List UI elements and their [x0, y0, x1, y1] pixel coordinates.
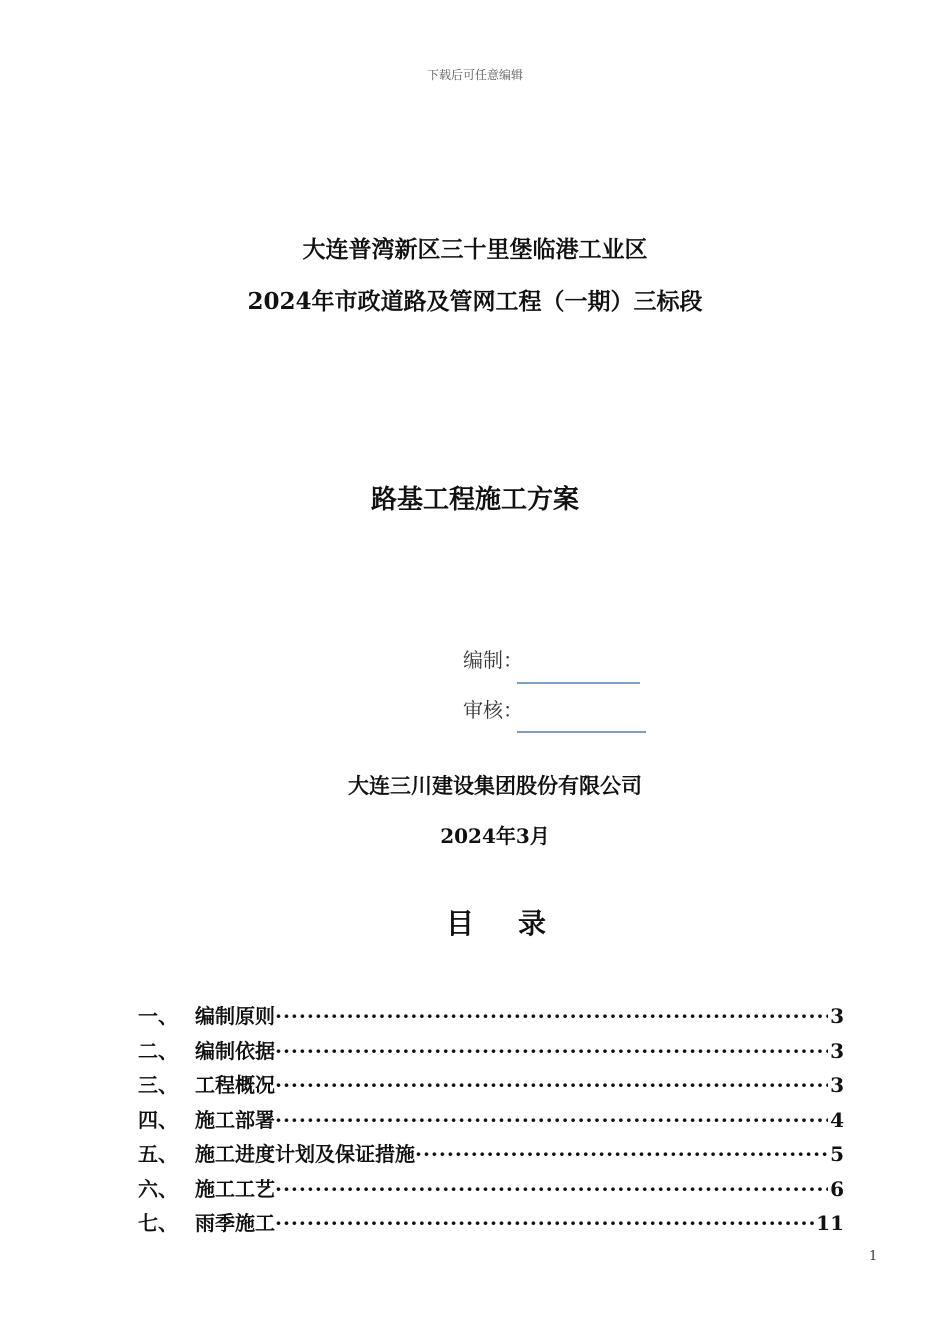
- toc-dot-leader: [275, 1004, 828, 1028]
- toc-entry-title: 施工部署: [195, 1107, 275, 1132]
- project-title-line1: 大连普湾新区三十里堡临港工业区: [302, 236, 648, 263]
- toc-heading: 目录: [446, 907, 591, 940]
- toc-entry-page: 3: [830, 1073, 844, 1097]
- project-title-line2: 2024年市政道路及管网工程（一期）三标段: [247, 288, 703, 315]
- company-name: 大连三川建设集团股份有限公司: [348, 773, 642, 798]
- toc-entry-page: 11: [816, 1211, 844, 1235]
- toc-entry-5[interactable]: [138, 1138, 844, 1173]
- toc-entry-number: 一、: [138, 1004, 178, 1028]
- toc-dot-leader: [275, 1108, 828, 1132]
- toc-entry-page: 3: [830, 1004, 844, 1028]
- toc-entry-number: 三、: [138, 1073, 178, 1097]
- toc-entry-title: 工程概况: [195, 1073, 275, 1097]
- document-date: 2024年3月: [440, 824, 550, 848]
- compiled-by-signature-line: [517, 682, 640, 684]
- compiled-by-label: 编制：: [463, 648, 523, 672]
- toc-dot-leader: [415, 1142, 828, 1166]
- toc-entry-7[interactable]: [138, 1207, 844, 1242]
- toc-entry-2[interactable]: [138, 1035, 844, 1070]
- toc-entry-number: 四、: [138, 1107, 178, 1132]
- toc-entry-page: 4: [830, 1107, 844, 1132]
- plan-title: 路基工程施工方案: [370, 485, 579, 515]
- toc-entry-number: 六、: [138, 1176, 178, 1201]
- toc-entry-title: 编制依据: [195, 1038, 275, 1063]
- reviewed-by-label: 审核：: [463, 698, 523, 722]
- toc-dot-leader: [275, 1073, 828, 1097]
- toc-entry-number: 五、: [138, 1142, 178, 1166]
- reviewed-by-signature-line: [517, 731, 646, 733]
- toc-entry-number: 二、: [138, 1038, 178, 1063]
- toc-dot-leader: [275, 1039, 828, 1063]
- table-of-contents: [138, 1000, 844, 1242]
- toc-entry-page: 6: [830, 1176, 844, 1201]
- toc-dot-leader: [275, 1177, 828, 1201]
- toc-entry-title: 施工工艺: [195, 1176, 275, 1201]
- toc-entry-1[interactable]: [138, 1000, 844, 1035]
- toc-entry-number: 七、: [138, 1211, 178, 1235]
- toc-entry-page: 3: [830, 1038, 844, 1063]
- toc-entry-6[interactable]: [138, 1173, 844, 1208]
- toc-entry-3[interactable]: [138, 1069, 844, 1104]
- toc-entry-page: 5: [830, 1142, 844, 1166]
- toc-entry-title: 施工进度计划及保证措施: [195, 1142, 415, 1166]
- toc-dot-leader: [275, 1211, 814, 1235]
- toc-entry-4[interactable]: [138, 1104, 844, 1139]
- toc-entry-title: 编制原则: [195, 1004, 275, 1028]
- toc-entry-title: 雨季施工: [195, 1211, 275, 1235]
- page-number: 1: [869, 1249, 878, 1264]
- header-note: 下载后可任意编辑: [426, 68, 523, 82]
